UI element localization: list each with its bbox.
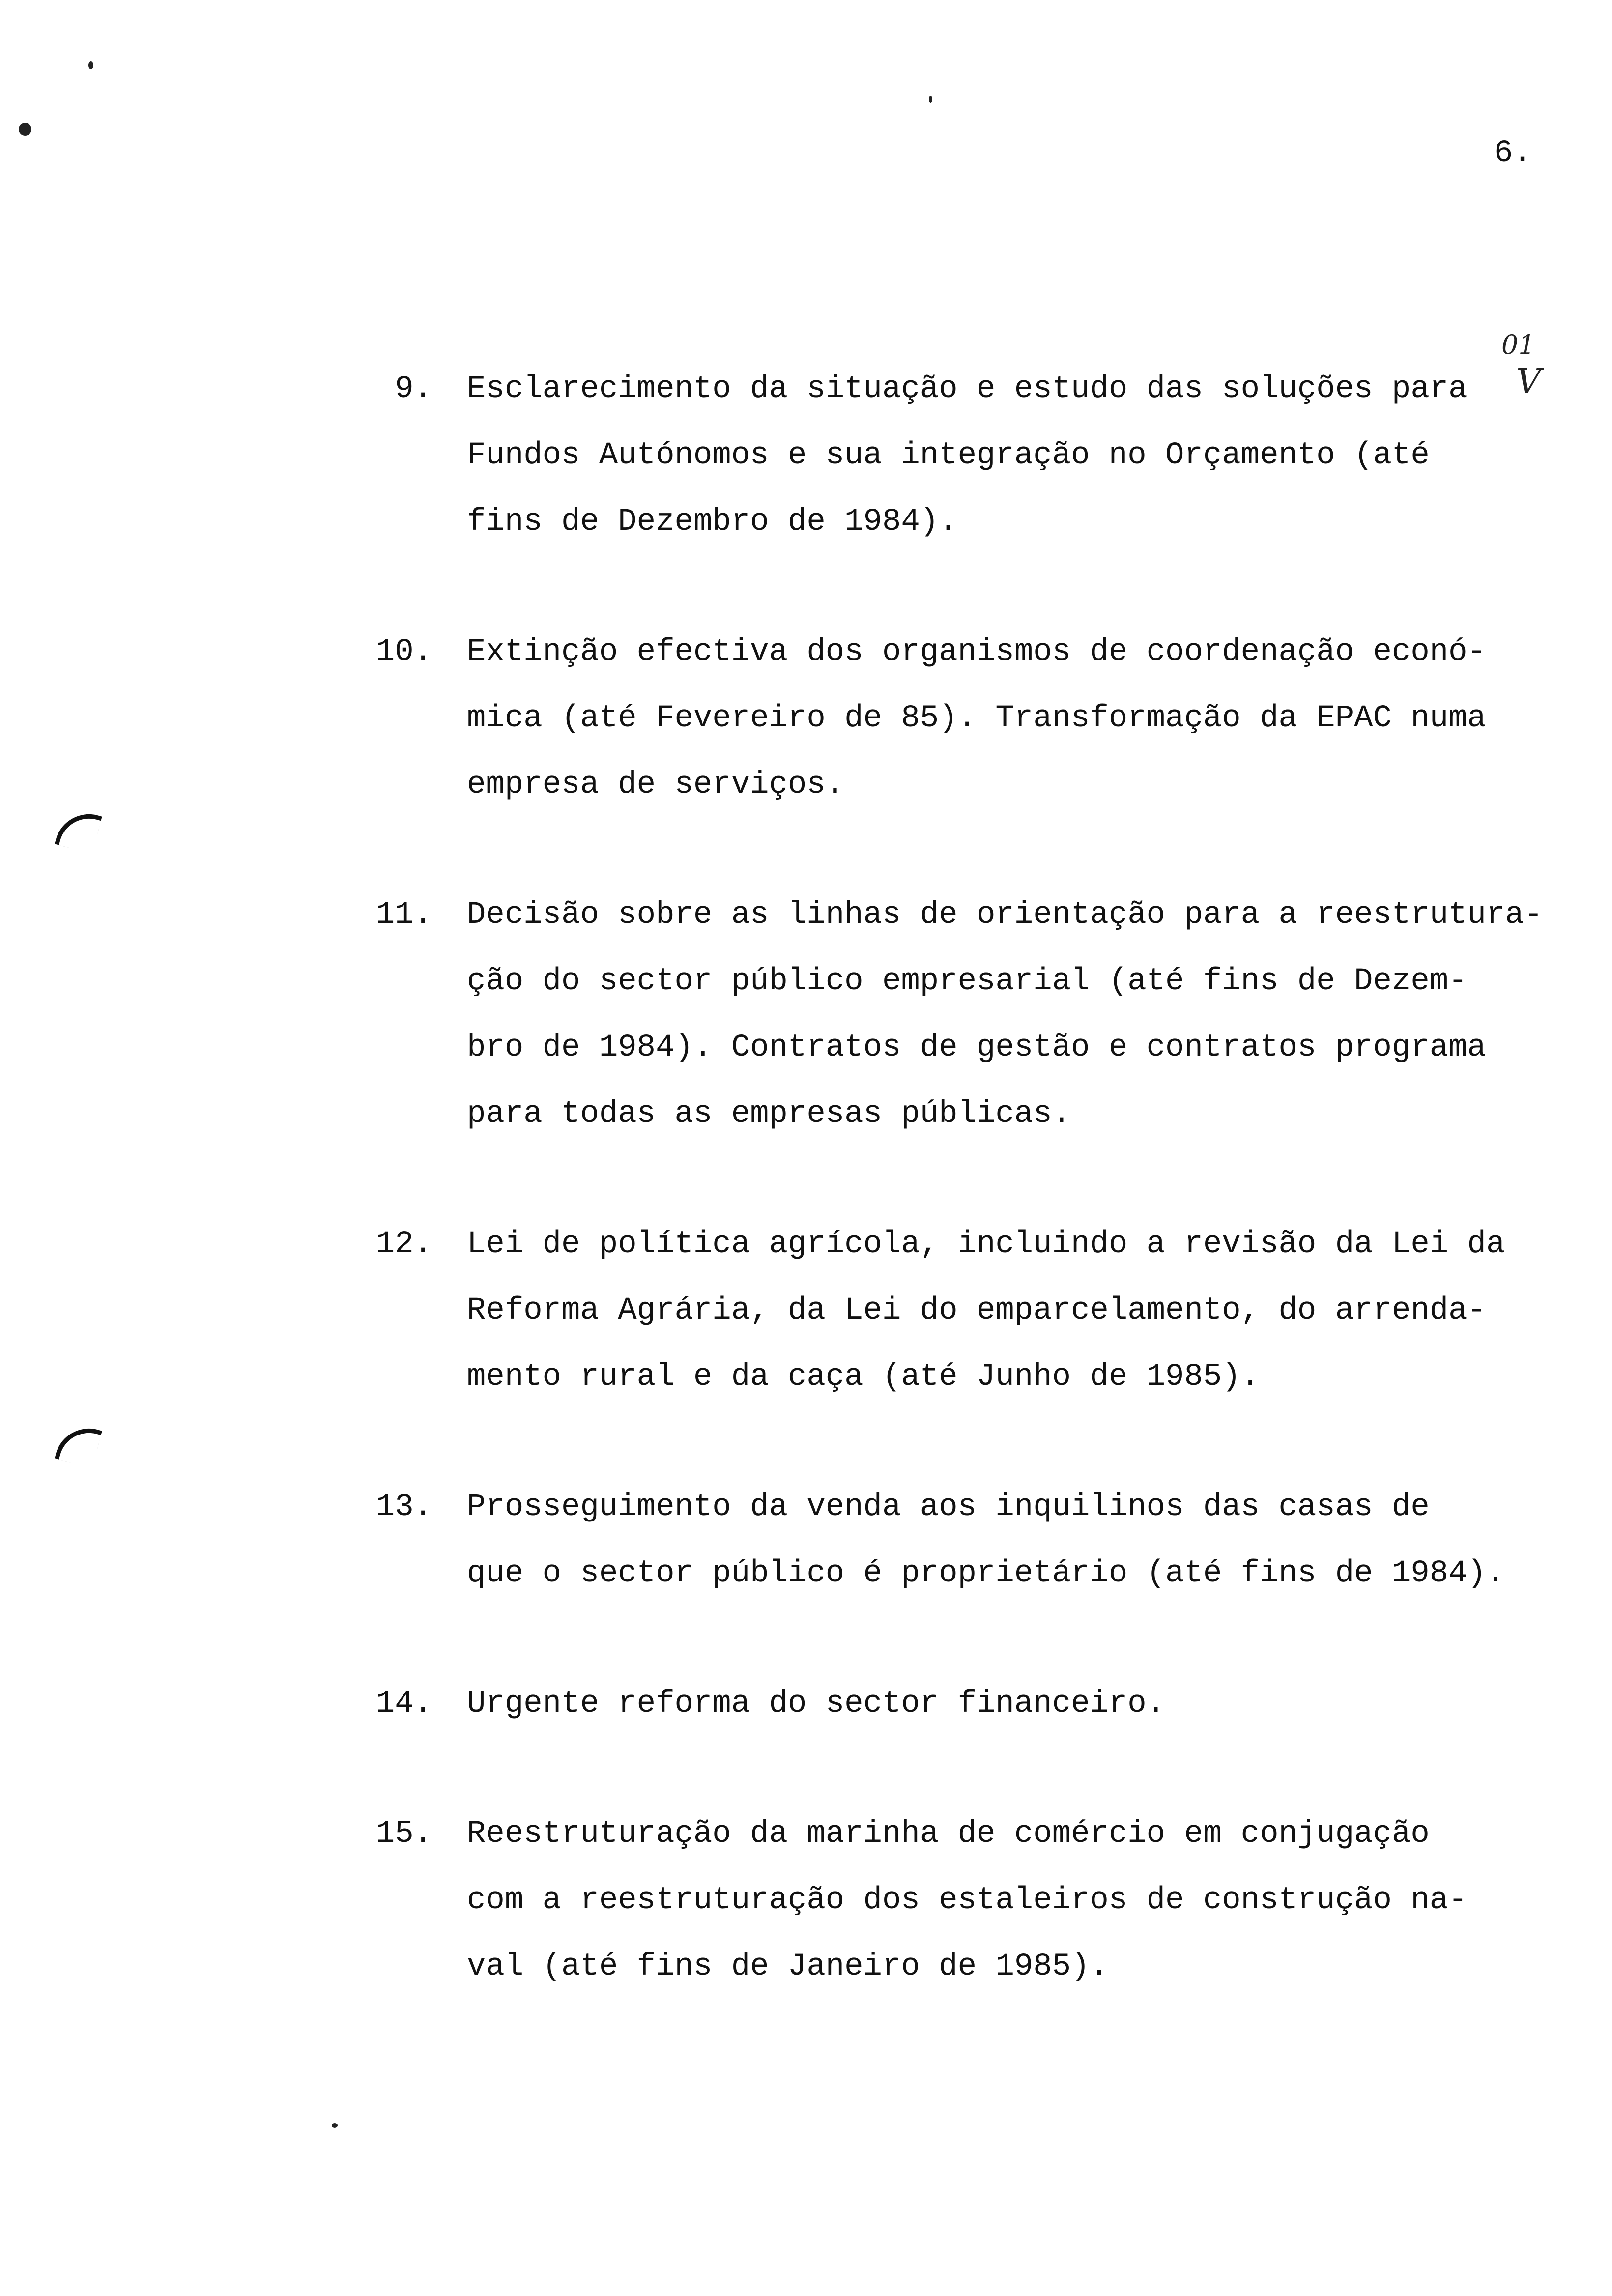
item-line: Prosseguimento da venda aos inquilinos das casas de bbox=[467, 1490, 1430, 1525]
item-number: 13. bbox=[375, 1490, 432, 1525]
item-line: Reforma Agrária, da Lei do emparcelamento, do arrenda- bbox=[467, 1293, 1486, 1328]
punch-hole-mark bbox=[55, 1421, 102, 1468]
handwritten-mark: 01 bbox=[1501, 329, 1535, 360]
item-line: bro de 1984). Contratos de gestão e contratos programa bbox=[467, 1030, 1486, 1065]
item-line: Lei de política agrícola, incluindo a revisão da Lei da bbox=[467, 1227, 1505, 1262]
scan-dot bbox=[332, 2123, 338, 2128]
punch-hole-mark bbox=[55, 806, 102, 854]
item-number: 9. bbox=[395, 372, 432, 407]
item-number: 15. bbox=[375, 1816, 432, 1852]
item-line: que o sector público é proprietário (até fins de 1984). bbox=[467, 1556, 1505, 1591]
item-line: Urgente reforma do sector financeiro. bbox=[467, 1686, 1166, 1722]
scan-dot bbox=[88, 61, 93, 69]
item-line: Extinção efectiva dos organismos de coordenação econó- bbox=[467, 634, 1486, 670]
item-number: 14. bbox=[375, 1686, 432, 1722]
item-line: para todas as empresas públicas. bbox=[467, 1096, 1071, 1132]
item-line: ção do sector público empresarial (até fins de Dezem- bbox=[467, 964, 1468, 999]
item-line: com a reestruturação dos estaleiros de construção na- bbox=[467, 1883, 1468, 1918]
page-number: 6. bbox=[1494, 136, 1532, 171]
scan-dot bbox=[929, 96, 932, 103]
item-line: mica (até Fevereiro de 85). Transformação da EPAC numa bbox=[467, 701, 1486, 736]
item-line: mento rural e da caça (até Junho de 1985). bbox=[467, 1359, 1260, 1395]
item-line: Reestruturação da marinha de comércio em conjugação bbox=[467, 1816, 1430, 1852]
item-line: Decisão sobre as linhas de orientação para a reestrutura- bbox=[467, 897, 1543, 933]
item-number: 12. bbox=[375, 1227, 432, 1262]
item-line: Esclarecimento da situação e estudo das soluções para bbox=[467, 372, 1468, 407]
item-number: 10. bbox=[375, 634, 432, 670]
item-line: val (até fins de Janeiro de 1985). bbox=[467, 1949, 1109, 1984]
item-number: 11. bbox=[375, 897, 432, 933]
scan-dot bbox=[19, 123, 31, 136]
item-line: fins de Dezembro de 1984). bbox=[467, 504, 958, 540]
item-line: empresa de serviços. bbox=[467, 767, 845, 803]
check-mark: V bbox=[1516, 361, 1541, 402]
item-line: Fundos Autónomos e sua integração no Orçamento (até bbox=[467, 438, 1430, 473]
